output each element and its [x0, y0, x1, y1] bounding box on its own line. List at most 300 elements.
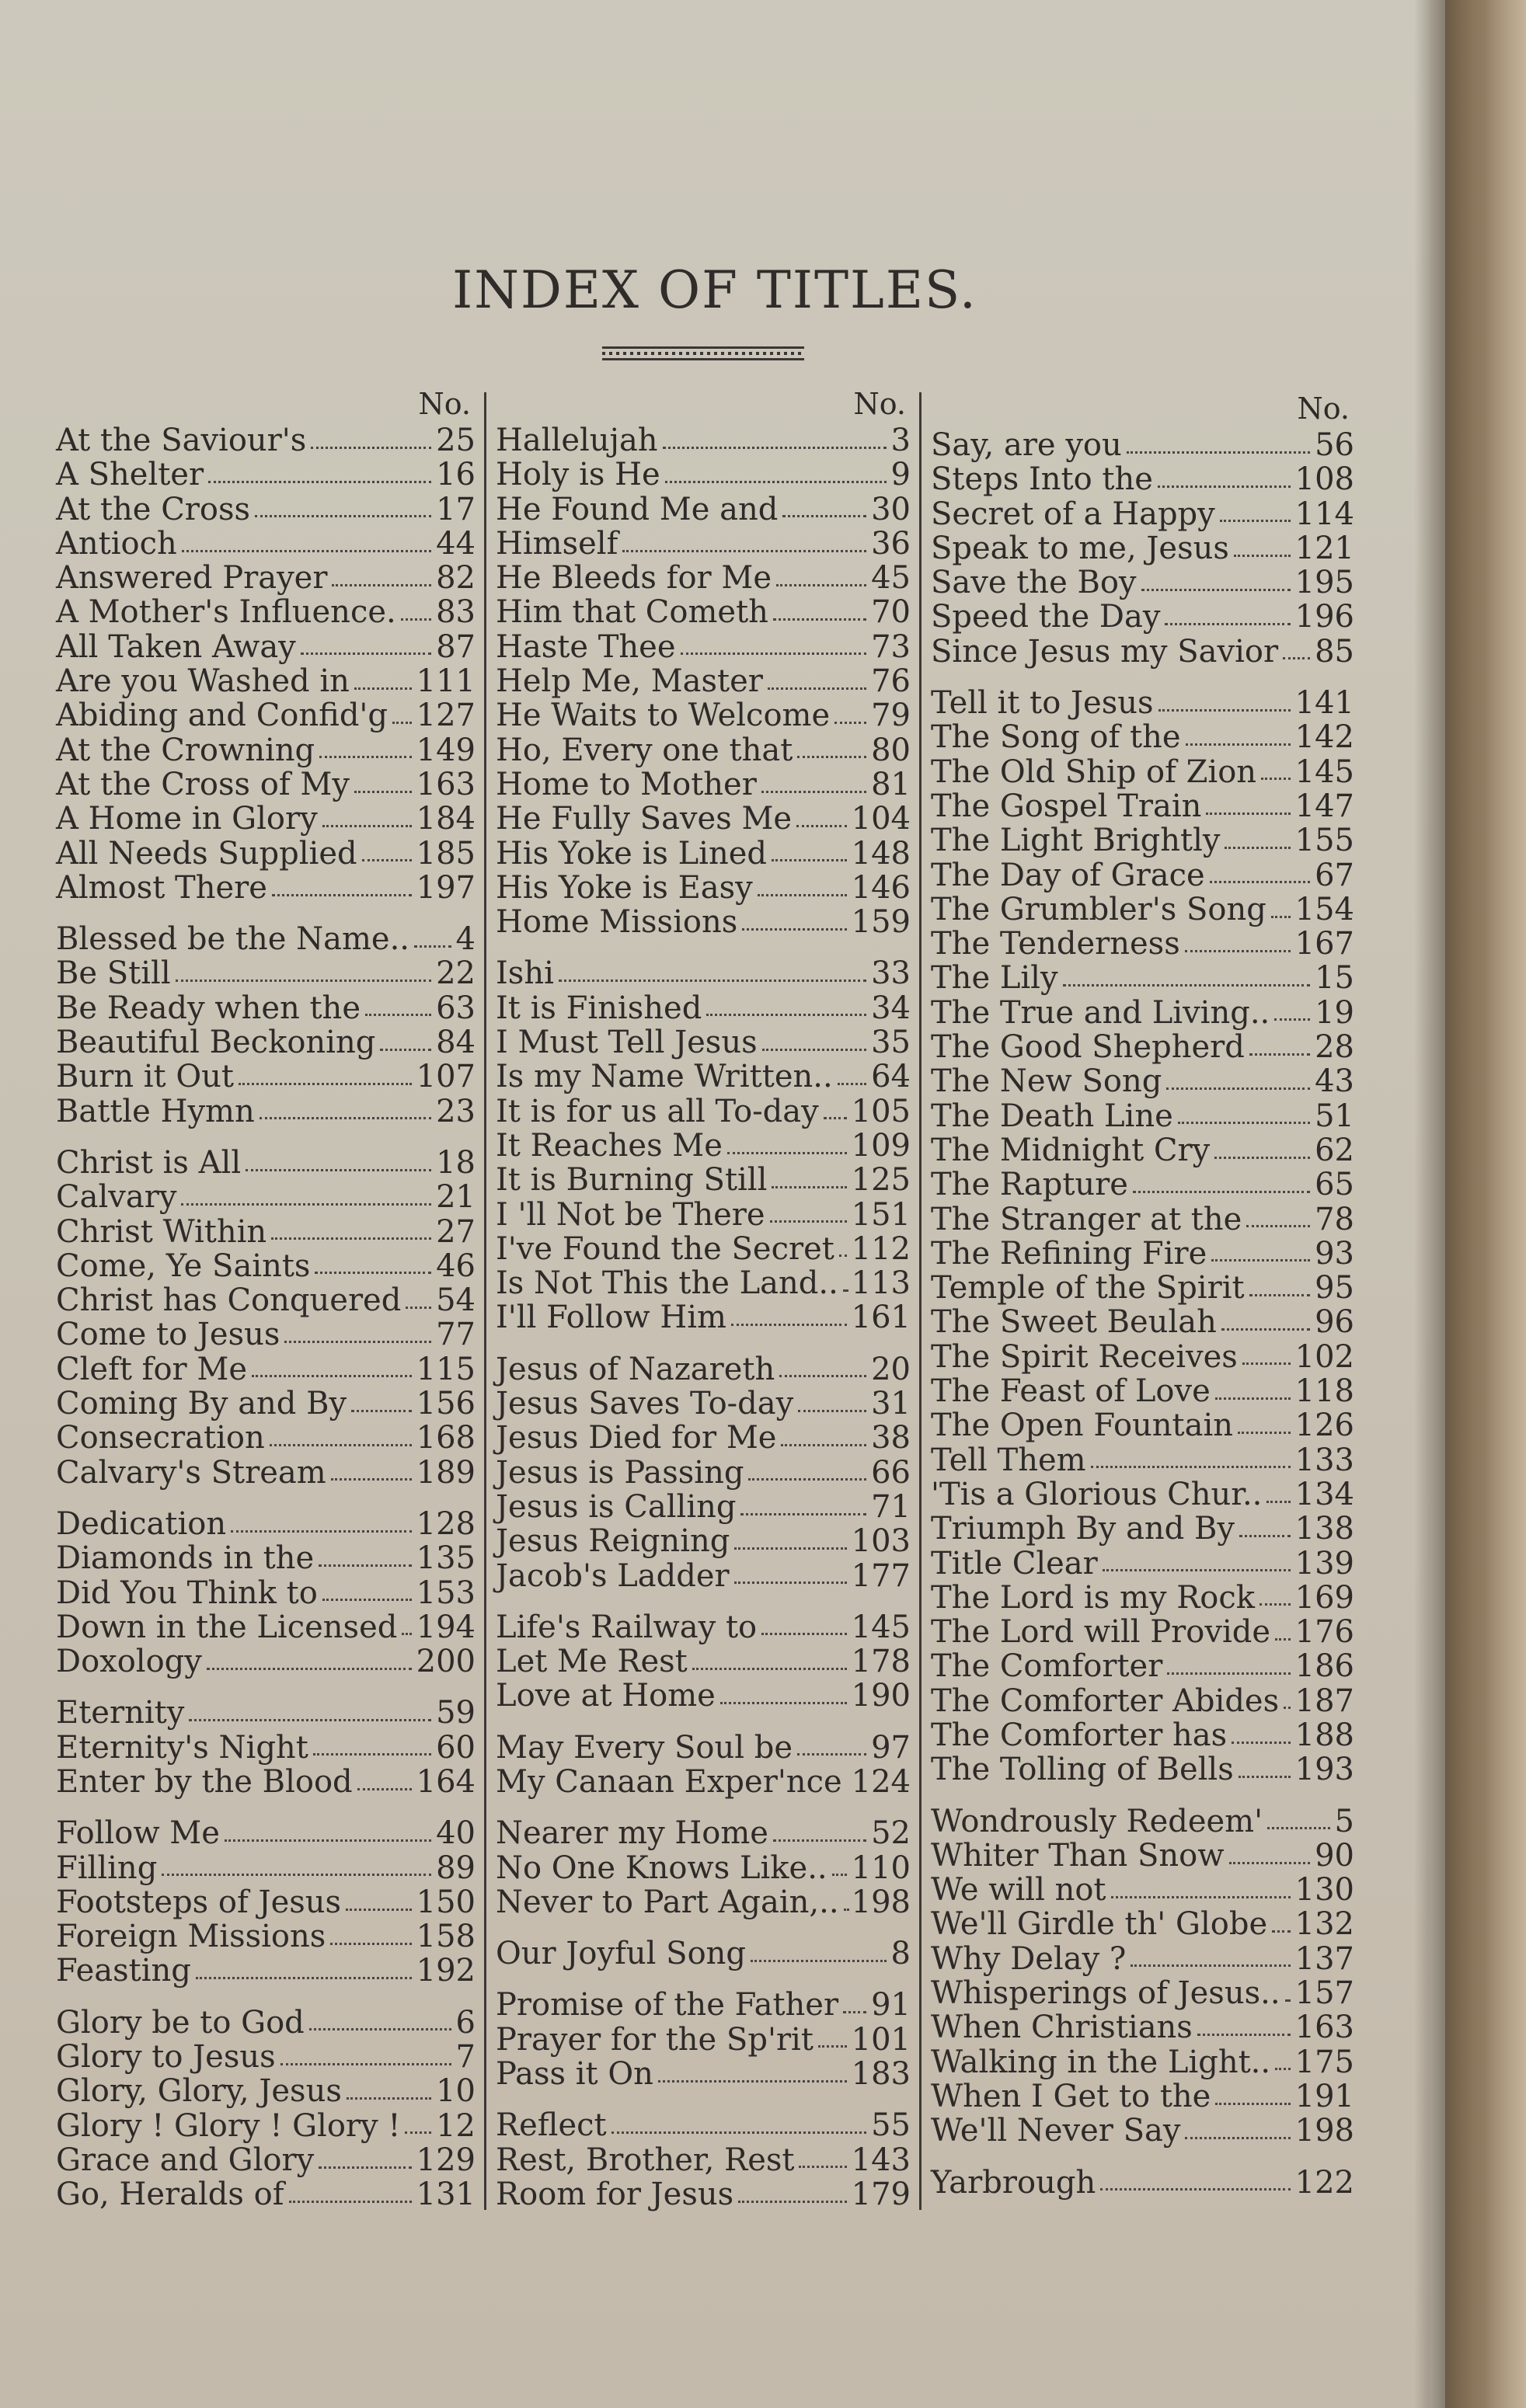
- index-entry: [931, 858, 1354, 893]
- entry-title: I'll Follow Him: [496, 1300, 726, 1336]
- letter-group-gap: [56, 905, 476, 922]
- dot-leader: [1165, 623, 1290, 625]
- letter-group-gap: [931, 2149, 1354, 2166]
- index-entry: [56, 1610, 476, 1644]
- entry-hymn-number: 124: [851, 1763, 911, 1800]
- entry-title: The Song of the: [931, 719, 1181, 756]
- entry-hymn-number: 197: [416, 869, 476, 906]
- entry-title: Dedication: [56, 1505, 227, 1542]
- entry-title: Whisperings of Jesus..: [931, 1975, 1280, 2012]
- index-entry: [931, 961, 1354, 995]
- entry-hymn-number: 43: [1315, 1063, 1354, 1100]
- entry-hymn-number: 5: [1334, 1803, 1354, 1839]
- dot-leader: [332, 584, 431, 586]
- dot-leader: [176, 980, 431, 982]
- index-entry: [931, 1374, 1354, 1408]
- index-entry: [496, 991, 911, 1025]
- index-entry: [931, 1305, 1354, 1339]
- index-entry: [56, 837, 476, 871]
- entry-title: When I Get to the: [931, 2078, 1211, 2114]
- entry-hymn-number: 177: [851, 1557, 911, 1594]
- index-entry: [931, 1615, 1354, 1649]
- entry-title: May Every Soul be: [496, 1729, 793, 1766]
- entry-title: Enter by the Blood: [56, 1763, 353, 1800]
- entry-title: Ishi: [496, 955, 554, 992]
- entry-hymn-number: 193: [1294, 1752, 1354, 1788]
- index-entry: [56, 1249, 476, 1283]
- column-header: No.: [1297, 391, 1350, 426]
- index-entry: [56, 2143, 476, 2177]
- entry-hymn-number: 129: [416, 2142, 476, 2178]
- entry-title: Is my Name Written..: [496, 1059, 833, 1095]
- index-entry: [496, 871, 911, 905]
- dot-leader: [1232, 1742, 1290, 1744]
- index-entry: [931, 720, 1354, 754]
- entry-hymn-number: 25: [436, 423, 476, 458]
- entry-hymn-number: 103: [851, 1523, 911, 1560]
- entry-title: At the Crowning: [56, 732, 315, 768]
- entry-title: At the Cross of My: [56, 766, 350, 802]
- index-entry: [931, 462, 1354, 496]
- index-entry: [931, 1907, 1354, 1941]
- index-entry: [496, 1025, 911, 1060]
- entry-hymn-number: 38: [871, 1420, 911, 1456]
- dot-leader: [796, 825, 847, 827]
- entry-hymn-number: 133: [1294, 1442, 1354, 1478]
- dot-leader: [1215, 1397, 1291, 1400]
- entry-title: Filling: [56, 1849, 158, 1886]
- entry-hymn-number: 200: [416, 1644, 476, 1680]
- entry-title: Speak to me, Jesus: [931, 530, 1229, 566]
- dot-leader: [1141, 589, 1291, 591]
- index-entry: [496, 2108, 911, 2142]
- dot-leader: [1246, 1225, 1310, 1227]
- entry-hymn-number: 34: [871, 990, 911, 1026]
- entry-hymn-number: 146: [851, 869, 911, 906]
- entry-title: Reflect: [496, 2107, 607, 2144]
- dot-leader: [1133, 1191, 1310, 1193]
- dot-leader: [1272, 1930, 1291, 1933]
- entry-hymn-number: 125: [851, 1162, 911, 1199]
- entry-hymn-number: 121: [1294, 530, 1354, 566]
- index-entry: [931, 1976, 1354, 2010]
- entry-title: Christ has Conquered: [56, 1282, 402, 1319]
- index-entry: [56, 561, 476, 595]
- entry-hymn-number: 145: [1294, 753, 1354, 790]
- entry-hymn-number: 110: [851, 1849, 911, 1886]
- entry-title: Jesus Saves To-day: [496, 1386, 794, 1422]
- entry-hymn-number: 109: [851, 1127, 911, 1164]
- entry-hymn-number: 175: [1294, 2044, 1354, 2080]
- index-entry: [56, 767, 476, 802]
- index-entry: [496, 698, 911, 732]
- index-entry: [56, 1025, 476, 1060]
- entry-title: The New Song: [931, 1063, 1162, 1100]
- dot-leader: [1210, 881, 1310, 883]
- entry-title: Never to Part Again,..: [496, 1884, 839, 1920]
- entry-hymn-number: 67: [1315, 857, 1354, 893]
- entry-title: The True and Living..: [931, 994, 1270, 1031]
- entry-hymn-number: 154: [1294, 891, 1354, 927]
- dot-leader: [239, 1083, 412, 1085]
- entry-title: Jacob's Ladder: [496, 1557, 730, 1594]
- entry-hymn-number: 130: [1294, 1872, 1354, 1909]
- index-entry: [496, 595, 911, 629]
- index-entry: [56, 1421, 476, 1455]
- index-entry: [56, 956, 476, 990]
- index-entry: [496, 1094, 911, 1129]
- entry-title: Jesus of Nazareth: [496, 1351, 775, 1387]
- index-entry: [56, 664, 476, 698]
- entry-hymn-number: 183: [851, 2056, 911, 2093]
- dot-leader: [772, 859, 847, 861]
- entry-hymn-number: 64: [871, 1059, 911, 1095]
- index-entry: [496, 1232, 911, 1266]
- entry-title: Eternity: [56, 1695, 185, 1731]
- entry-hymn-number: 128: [416, 1505, 476, 1542]
- dot-leader: [354, 687, 412, 690]
- index-entry: [56, 595, 476, 629]
- index-entry: [56, 1696, 476, 1730]
- column-divider: [484, 392, 486, 2210]
- entry-title: The Death Line: [931, 1098, 1173, 1134]
- entry-hymn-number: 36: [871, 525, 911, 562]
- entry-hymn-number: 16: [436, 457, 476, 493]
- index-entry: [496, 1988, 911, 2022]
- index-entry: [931, 1477, 1354, 1512]
- entry-hymn-number: 85: [1315, 633, 1354, 670]
- entry-title: Save the Boy: [931, 565, 1137, 601]
- entry-hymn-number: 8: [890, 1936, 911, 1972]
- entry-title: Haste Thee: [496, 628, 676, 665]
- entry-title: The Rapture: [931, 1167, 1128, 1203]
- entry-title: All Taken Away: [56, 628, 296, 665]
- entry-hymn-number: 95: [1315, 1270, 1354, 1307]
- entry-title: Foreign Missions: [56, 1919, 326, 1955]
- dot-leader: [692, 1668, 847, 1670]
- index-entry: [931, 2045, 1354, 2079]
- dot-leader: [246, 1169, 431, 1171]
- entry-hymn-number: 79: [871, 698, 911, 734]
- entry-title: Tell it to Jesus: [931, 685, 1154, 722]
- dot-leader: [380, 1049, 431, 1051]
- entry-title: 'Tis a Glorious Chur..: [931, 1476, 1263, 1512]
- entry-hymn-number: 52: [871, 1815, 911, 1852]
- dot-leader: [414, 945, 451, 948]
- dot-leader: [1215, 2103, 1290, 2105]
- index-entry: [931, 893, 1354, 927]
- dot-leader: [309, 2028, 451, 2030]
- index-entry: [56, 1644, 476, 1679]
- dot-leader: [1249, 1053, 1310, 1056]
- entry-title: Tell Them: [931, 1442, 1086, 1478]
- dot-leader: [797, 756, 866, 758]
- entry-title: Secret of a Happy: [931, 496, 1215, 532]
- dot-leader: [196, 1977, 412, 1979]
- entry-title: Walking in the Light..: [931, 2044, 1271, 2080]
- entry-title: Be Still: [56, 955, 171, 992]
- entry-hymn-number: 112: [851, 1230, 911, 1267]
- entry-title: Calvary: [56, 1179, 177, 1216]
- entry-hymn-number: 192: [416, 1953, 476, 1989]
- entry-title: The Lord is my Rock: [931, 1579, 1256, 1616]
- dot-leader: [313, 1753, 431, 1756]
- entry-hymn-number: 82: [436, 560, 476, 597]
- entry-title: Jesus is Calling: [496, 1488, 737, 1525]
- dot-leader: [330, 1943, 411, 1945]
- index-entry: [496, 1421, 911, 1455]
- entry-title: Jesus Reigning: [496, 1523, 730, 1560]
- letter-group-gap: [496, 1919, 911, 1936]
- dot-leader: [1229, 1862, 1311, 1864]
- dot-leader: [772, 1186, 846, 1188]
- column-header: No.: [853, 387, 906, 421]
- dot-leader: [1103, 1569, 1291, 1571]
- index-entry: [56, 527, 476, 561]
- entry-hymn-number: 138: [1294, 1511, 1354, 1547]
- entry-hymn-number: 118: [1294, 1373, 1354, 1410]
- dot-leader: [1239, 1535, 1291, 1537]
- index-entry: [56, 698, 476, 732]
- dot-leader: [1259, 1603, 1291, 1606]
- dot-leader: [843, 1289, 847, 1292]
- index-entry: [56, 458, 476, 492]
- index-entry: [931, 2166, 1354, 2200]
- dot-leader: [362, 859, 412, 861]
- entry-title: Feasting: [56, 1953, 191, 1989]
- entry-hymn-number: 87: [436, 628, 476, 665]
- index-entry: [496, 1765, 911, 1799]
- entry-title: Speed the Day: [931, 599, 1161, 635]
- entry-hymn-number: 101: [851, 2021, 911, 2058]
- entry-title: It is Burning Still: [496, 1162, 768, 1199]
- entry-title: It is Finished: [496, 990, 702, 1026]
- dot-leader: [315, 1272, 431, 1274]
- entry-title: Love at Home: [496, 1678, 716, 1714]
- index-entry: [496, 1163, 911, 1197]
- entry-title: It is for us all To-day: [496, 1093, 819, 1129]
- index-entry: [56, 423, 476, 458]
- letter-group-gap: [496, 1593, 911, 1610]
- dot-leader: [748, 1478, 866, 1481]
- dot-leader: [322, 825, 412, 827]
- entry-hymn-number: 194: [416, 1609, 476, 1645]
- dot-leader: [1220, 520, 1291, 522]
- index-entry: [56, 922, 476, 956]
- entry-hymn-number: 137: [1294, 1940, 1354, 1977]
- entry-hymn-number: 191: [1294, 2078, 1354, 2114]
- dot-leader: [405, 2131, 431, 2134]
- dot-leader: [402, 1633, 411, 1635]
- page-title: INDEX OF TITLES.: [452, 260, 977, 320]
- entry-title: The Spirit Receives: [931, 1338, 1238, 1375]
- entry-hymn-number: 46: [436, 1247, 476, 1284]
- dot-leader: [208, 481, 431, 483]
- entry-title: Blessed be the Name..: [56, 921, 409, 958]
- index-entry: [496, 1936, 911, 1971]
- dot-leader: [1206, 813, 1290, 815]
- dot-leader: [1284, 1707, 1291, 1709]
- entry-title: Come to Jesus: [56, 1317, 280, 1353]
- index-entry: [56, 871, 476, 905]
- index-entry: [56, 802, 476, 836]
- entry-title: Rest, Brother, Rest: [496, 2142, 795, 2178]
- index-entry: [56, 1317, 476, 1352]
- dot-leader: [1063, 984, 1311, 987]
- dot-leader: [779, 1375, 866, 1377]
- entry-title: Are you Washed in: [56, 663, 350, 700]
- entry-hymn-number: 84: [436, 1025, 476, 1061]
- dot-leader: [1275, 2068, 1291, 2070]
- dot-leader: [768, 687, 866, 690]
- index-entry: [931, 927, 1354, 961]
- entry-hymn-number: 91: [871, 1987, 911, 2023]
- entry-title: The Grumbler's Song: [931, 891, 1266, 927]
- entry-hymn-number: 122: [1294, 2164, 1354, 2201]
- entry-title: Glory ! Glory ! Glory !: [56, 2107, 401, 2144]
- entry-hymn-number: 31: [871, 1386, 911, 1422]
- index-entry: [931, 1167, 1354, 1202]
- index-entry: [931, 1237, 1354, 1271]
- entry-hymn-number: 148: [851, 835, 911, 872]
- entry-title: Abiding and Confid'g: [56, 698, 388, 734]
- index-entry: [56, 1180, 476, 1214]
- entry-hymn-number: 33: [871, 955, 911, 992]
- index-entry: [56, 2177, 476, 2211]
- index-entry: [56, 492, 476, 527]
- entry-title: Be Ready when the: [56, 990, 361, 1026]
- index-entry: [931, 1133, 1354, 1167]
- dot-leader: [225, 1839, 431, 1842]
- index-entry: [496, 1816, 911, 1850]
- dot-leader: [681, 652, 867, 655]
- index-entry: [496, 1266, 911, 1300]
- dot-leader: [720, 1702, 847, 1704]
- entry-hymn-number: 190: [851, 1678, 911, 1714]
- entry-hymn-number: 22: [436, 955, 476, 992]
- entry-title: Is Not This the Land..: [496, 1265, 838, 1302]
- entry-title: Consecration: [56, 1420, 265, 1456]
- entry-title: He Waits to Welcome: [496, 698, 831, 734]
- dot-leader: [1267, 1827, 1329, 1829]
- index-entry: [931, 1547, 1354, 1581]
- index-entry: [56, 1507, 476, 1541]
- entry-title: Whiter Than Snow: [931, 1837, 1225, 1874]
- entry-hymn-number: 63: [436, 990, 476, 1026]
- index-entry: [931, 2079, 1354, 2114]
- dot-leader: [319, 1564, 412, 1567]
- index-entry: [931, 1202, 1354, 1237]
- index-entry: [496, 492, 911, 527]
- index-entry: [496, 1644, 911, 1679]
- page-edge-shadow: [1414, 0, 1445, 2408]
- entry-title: Home Missions: [496, 904, 738, 941]
- letter-group-gap: [496, 1714, 911, 1731]
- index-entry: [56, 1765, 476, 1799]
- index-entry: [496, 1129, 911, 1163]
- dot-leader: [365, 1014, 431, 1016]
- index-entry: [56, 1094, 476, 1129]
- letter-group-gap: [496, 1335, 911, 1352]
- entry-hymn-number: 107: [416, 1059, 476, 1095]
- dot-leader: [354, 791, 412, 793]
- dot-leader: [727, 1152, 847, 1154]
- dot-leader: [1214, 1157, 1310, 1159]
- entry-hymn-number: 66: [871, 1454, 911, 1491]
- dot-leader: [731, 1324, 847, 1326]
- index-entry: [56, 1060, 476, 1094]
- entry-title: We'll Girdle th' Globe: [931, 1906, 1268, 1943]
- dot-leader: [844, 1909, 847, 1911]
- entry-title: Antioch: [56, 525, 177, 562]
- entry-hymn-number: 126: [1294, 1408, 1354, 1444]
- index-entry: [56, 1954, 476, 1988]
- index-entry: [496, 733, 911, 767]
- index-entry: [496, 1060, 911, 1094]
- index-entry: [496, 1352, 911, 1387]
- dot-leader: [319, 756, 411, 758]
- entry-hymn-number: 45: [871, 560, 911, 597]
- dot-leader: [1100, 2188, 1290, 2191]
- entry-hymn-number: 93: [1315, 1235, 1354, 1272]
- dot-leader: [392, 722, 412, 724]
- entry-hymn-number: 195: [1294, 565, 1354, 601]
- index-entry: [56, 1387, 476, 1421]
- dot-leader: [189, 1719, 431, 1721]
- index-entry: [56, 2040, 476, 2074]
- dot-leader: [738, 2201, 846, 2203]
- entry-hymn-number: 51: [1315, 1098, 1354, 1134]
- entry-hymn-number: 96: [1315, 1304, 1354, 1341]
- entry-title: Grace and Glory: [56, 2142, 315, 2178]
- index-entry: [931, 686, 1354, 720]
- entry-title: The Tolling of Bells: [931, 1752, 1234, 1788]
- entry-title: Title Clear: [931, 1545, 1098, 1582]
- dot-leader: [1234, 555, 1291, 557]
- dot-leader: [401, 618, 431, 621]
- column-header: No.: [418, 387, 471, 421]
- dot-leader: [773, 618, 866, 621]
- entry-title: At the Cross: [56, 491, 251, 527]
- index-entry: [496, 1731, 911, 1765]
- dot-leader: [357, 1788, 412, 1790]
- dot-leader: [559, 980, 866, 982]
- entry-hymn-number: 104: [851, 801, 911, 837]
- entry-title: Help Me, Master: [496, 663, 763, 700]
- dot-leader: [252, 1375, 412, 1377]
- entry-hymn-number: 184: [416, 801, 476, 837]
- entry-title: The Gospel Train: [931, 788, 1202, 824]
- dot-leader: [1225, 847, 1290, 849]
- entry-hymn-number: 18: [436, 1144, 476, 1181]
- index-column-3: [931, 385, 1354, 2200]
- entry-hymn-number: 145: [851, 1609, 911, 1645]
- index-entry: [931, 755, 1354, 789]
- entry-hymn-number: 62: [1315, 1132, 1354, 1168]
- entry-title: The Feast of Love: [931, 1373, 1211, 1410]
- dot-leader: [271, 1237, 431, 1240]
- dot-leader: [1185, 950, 1291, 952]
- index-entry: [56, 1146, 476, 1180]
- entry-hymn-number: 105: [851, 1093, 911, 1129]
- index-entry: [496, 767, 911, 802]
- dot-leader: [1271, 916, 1291, 918]
- entry-hymn-number: 168: [416, 1420, 476, 1456]
- dot-leader: [331, 1478, 412, 1481]
- entry-title: At the Saviour's: [56, 423, 307, 458]
- dot-leader: [207, 1668, 412, 1670]
- dot-leader: [272, 894, 412, 896]
